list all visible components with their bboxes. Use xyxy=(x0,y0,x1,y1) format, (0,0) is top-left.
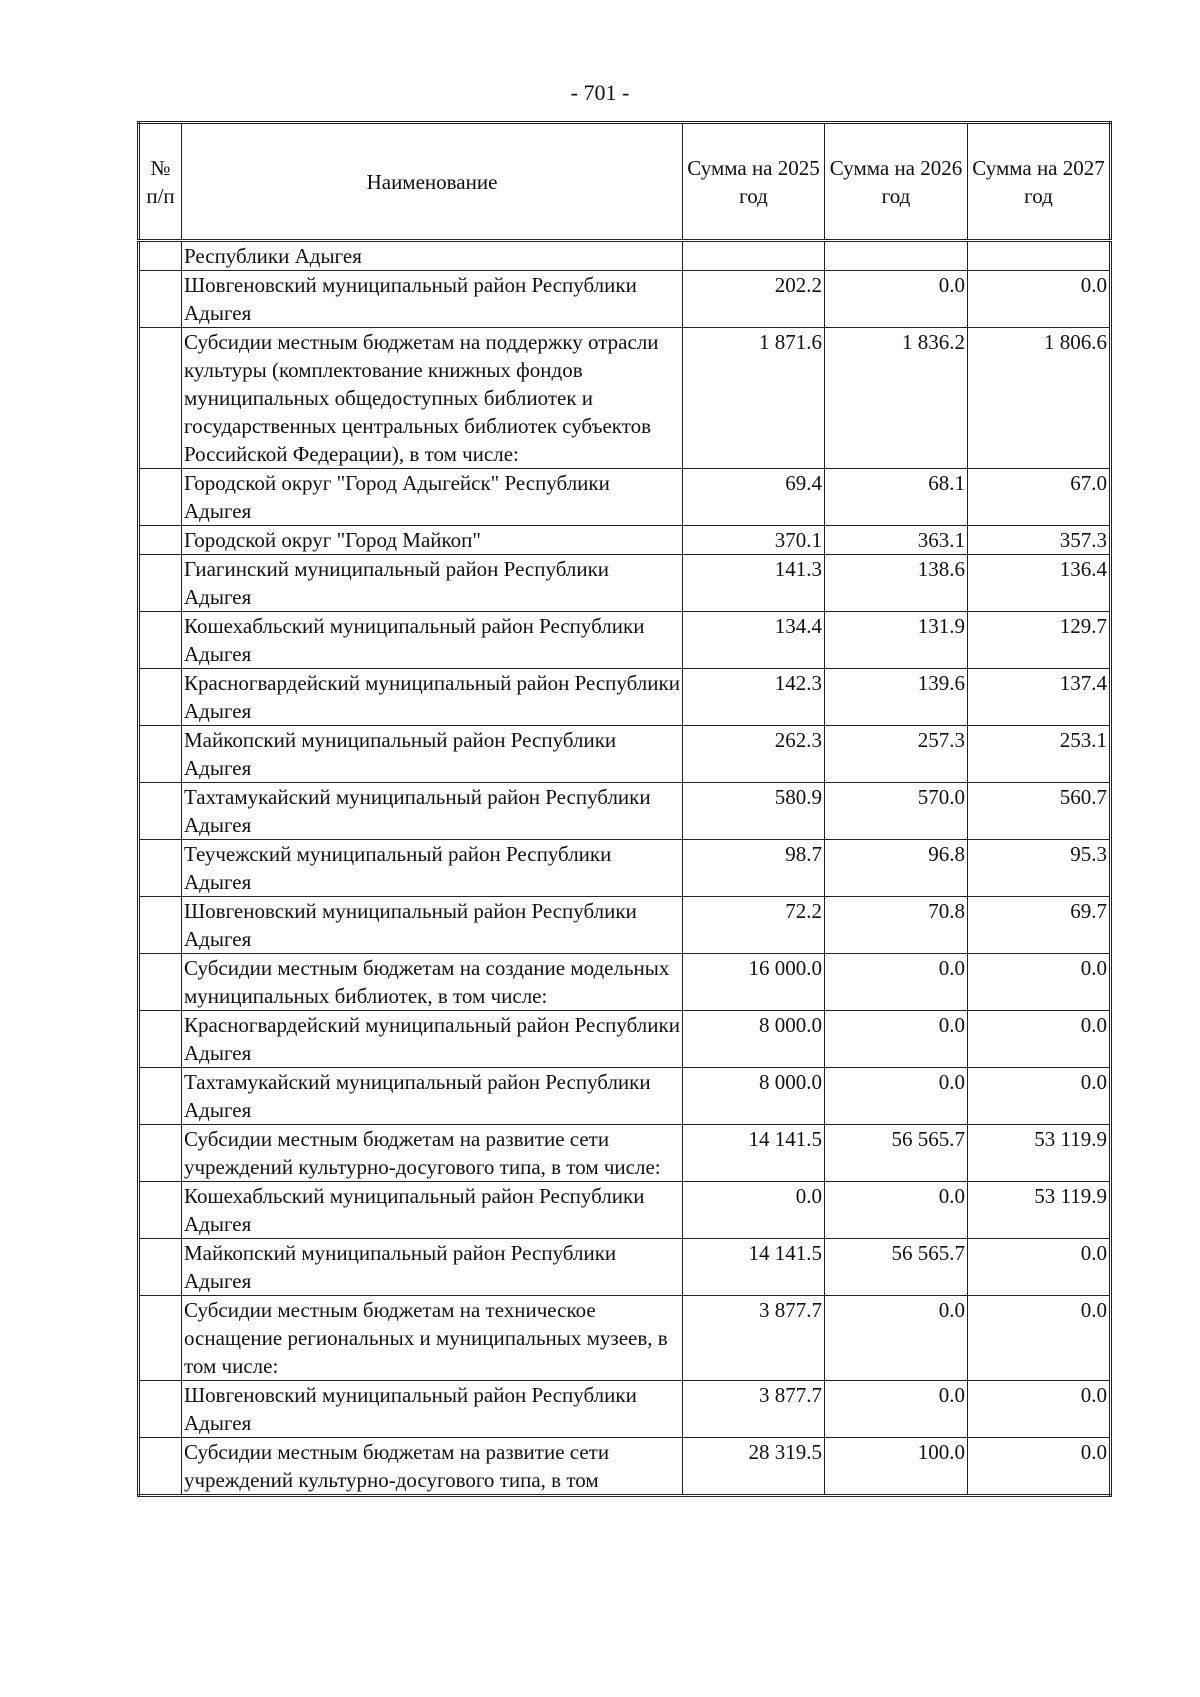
row-2025-cell xyxy=(683,241,825,271)
row-name-cell: Кошехабльский муниципальный район Республики Адыгея xyxy=(182,1182,683,1239)
table-row xyxy=(139,555,1111,612)
row-2027-cell: 0.0 xyxy=(968,1381,1111,1438)
table-row xyxy=(139,897,1111,954)
row-2025-cell: 580.9 xyxy=(683,783,825,840)
row-2025-cell: 14 141.5 xyxy=(683,1125,825,1182)
table-row xyxy=(139,328,1111,469)
row-2027-cell: 0.0 xyxy=(968,1011,1111,1068)
row-name-cell: Шовгеновский муниципальный район Республики Адыгея xyxy=(182,271,683,328)
table-row xyxy=(139,1438,1111,1496)
row-2026-cell: 0.0 xyxy=(825,1182,968,1239)
row-2025-cell: 142.3 xyxy=(683,669,825,726)
row-2026-cell: 0.0 xyxy=(825,271,968,328)
header-2025: Сумма на 2025 год xyxy=(683,123,825,241)
row-name-cell: Майкопский муниципальный район Республики Адыгея xyxy=(182,726,683,783)
row-number-cell xyxy=(139,726,182,783)
row-name-cell: Кошехабльский муниципальный район Республики Адыгея xyxy=(182,612,683,669)
row-name-cell: Шовгеновский муниципальный район Республики Адыгея xyxy=(182,897,683,954)
row-2027-cell: 0.0 xyxy=(968,1438,1111,1496)
row-name-cell: Городской округ "Город Адыгейск" Республики Адыгея xyxy=(182,469,683,526)
table-row xyxy=(139,241,1111,271)
row-2026-cell: 139.6 xyxy=(825,669,968,726)
row-name-cell: Субсидии местным бюджетам на создание модельных муниципальных библиотек, в том числе: xyxy=(182,954,683,1011)
row-2025-cell: 370.1 xyxy=(683,526,825,555)
table-row xyxy=(139,1068,1111,1125)
row-2027-cell: 137.4 xyxy=(968,669,1111,726)
row-2027-cell: 53 119.9 xyxy=(968,1182,1111,1239)
row-2027-cell xyxy=(968,241,1111,271)
row-2026-cell: 0.0 xyxy=(825,1381,968,1438)
row-2027-cell: 0.0 xyxy=(968,271,1111,328)
row-name-cell: Гиагинский муниципальный район Республики Адыгея xyxy=(182,555,683,612)
header-2027: Сумма на 2027 год xyxy=(968,123,1111,241)
row-2027-cell: 136.4 xyxy=(968,555,1111,612)
row-2025-cell: 14 141.5 xyxy=(683,1239,825,1296)
row-2026-cell: 0.0 xyxy=(825,1068,968,1125)
row-name-cell: Субсидии местным бюджетам на развитие сети учреждений культурно-досугового типа, в том xyxy=(182,1438,683,1496)
row-2027-cell: 1 806.6 xyxy=(968,328,1111,469)
row-2026-cell: 570.0 xyxy=(825,783,968,840)
row-number-cell xyxy=(139,555,182,612)
row-2026-cell xyxy=(825,241,968,271)
row-number-cell xyxy=(139,783,182,840)
row-2025-cell: 262.3 xyxy=(683,726,825,783)
row-2025-cell: 141.3 xyxy=(683,555,825,612)
row-2026-cell: 0.0 xyxy=(825,954,968,1011)
row-2026-cell: 56 565.7 xyxy=(825,1125,968,1182)
row-2025-cell: 69.4 xyxy=(683,469,825,526)
row-2027-cell: 53 119.9 xyxy=(968,1125,1111,1182)
row-2026-cell: 138.6 xyxy=(825,555,968,612)
table-body xyxy=(139,241,1111,1496)
header-2026: Сумма на 2026 год xyxy=(825,123,968,241)
header-num: № п/п xyxy=(139,123,182,241)
row-number-cell xyxy=(139,328,182,469)
row-2025-cell: 8 000.0 xyxy=(683,1011,825,1068)
table-row xyxy=(139,783,1111,840)
row-2026-cell: 70.8 xyxy=(825,897,968,954)
row-2027-cell: 129.7 xyxy=(968,612,1111,669)
row-2026-cell: 56 565.7 xyxy=(825,1239,968,1296)
table-row xyxy=(139,1125,1111,1182)
table-row xyxy=(139,726,1111,783)
table-row xyxy=(139,469,1111,526)
row-number-cell xyxy=(139,840,182,897)
row-2025-cell: 98.7 xyxy=(683,840,825,897)
table-row xyxy=(139,840,1111,897)
row-number-cell xyxy=(139,1011,182,1068)
row-2027-cell: 95.3 xyxy=(968,840,1111,897)
row-name-cell: Тахтамукайский муниципальный район Республики Адыгея xyxy=(182,783,683,840)
row-name-cell: Субсидии местным бюджетам на техническое оснащение региональных и муниципальных музеев, в том числе: xyxy=(182,1296,683,1381)
row-name-cell: Тахтамукайский муниципальный район Республики Адыгея xyxy=(182,1068,683,1125)
row-2026-cell: 1 836.2 xyxy=(825,328,968,469)
table-row xyxy=(139,1296,1111,1381)
row-name-cell: Городской округ "Город Майкоп" xyxy=(182,526,683,555)
row-2027-cell: 253.1 xyxy=(968,726,1111,783)
row-number-cell xyxy=(139,897,182,954)
row-2027-cell: 0.0 xyxy=(968,1068,1111,1125)
row-number-cell xyxy=(139,1068,182,1125)
row-name-cell: Шовгеновский муниципальный район Республики Адыгея xyxy=(182,1381,683,1438)
row-2025-cell: 8 000.0 xyxy=(683,1068,825,1125)
header-name: Наименование xyxy=(182,123,683,241)
table-row xyxy=(139,1011,1111,1068)
row-2027-cell: 0.0 xyxy=(968,954,1111,1011)
table-row xyxy=(139,1239,1111,1296)
row-number-cell xyxy=(139,669,182,726)
row-number-cell xyxy=(139,526,182,555)
table-row xyxy=(139,271,1111,328)
row-2026-cell: 0.0 xyxy=(825,1011,968,1068)
page-number: - 701 - xyxy=(570,80,630,105)
row-2027-cell: 560.7 xyxy=(968,783,1111,840)
row-2026-cell: 131.9 xyxy=(825,612,968,669)
row-2025-cell: 16 000.0 xyxy=(683,954,825,1011)
row-2025-cell: 3 877.7 xyxy=(683,1296,825,1381)
row-2026-cell: 96.8 xyxy=(825,840,968,897)
table-row xyxy=(139,1381,1111,1438)
row-number-cell xyxy=(139,241,182,271)
row-name-cell: Субсидии местным бюджетам на развитие сети учреждений культурно-досугового типа, в том числе: xyxy=(182,1125,683,1182)
row-2025-cell: 28 319.5 xyxy=(683,1438,825,1496)
row-2027-cell: 0.0 xyxy=(968,1239,1111,1296)
row-2025-cell: 0.0 xyxy=(683,1182,825,1239)
budget-table xyxy=(137,121,1112,1497)
row-2026-cell: 257.3 xyxy=(825,726,968,783)
row-2026-cell: 68.1 xyxy=(825,469,968,526)
row-number-cell xyxy=(139,1125,182,1182)
row-name-cell: Теучежский муниципальный район Республики Адыгея xyxy=(182,840,683,897)
row-name-cell: Республики Адыгея xyxy=(182,241,683,271)
row-2027-cell: 0.0 xyxy=(968,1296,1111,1381)
row-number-cell xyxy=(139,271,182,328)
row-2027-cell: 67.0 xyxy=(968,469,1111,526)
table-row xyxy=(139,612,1111,669)
table-row xyxy=(139,526,1111,555)
row-2027-cell: 357.3 xyxy=(968,526,1111,555)
row-2025-cell: 3 877.7 xyxy=(683,1381,825,1438)
row-2026-cell: 0.0 xyxy=(825,1296,968,1381)
row-number-cell xyxy=(139,1438,182,1496)
row-2025-cell: 72.2 xyxy=(683,897,825,954)
row-number-cell xyxy=(139,612,182,669)
row-number-cell xyxy=(139,469,182,526)
row-name-cell: Красногвардейский муниципальный район Республики Адыгея xyxy=(182,1011,683,1068)
row-number-cell xyxy=(139,1182,182,1239)
row-2025-cell: 202.2 xyxy=(683,271,825,328)
row-name-cell: Красногвардейский муниципальный район Республики Адыгея xyxy=(182,669,683,726)
table-row xyxy=(139,1182,1111,1239)
row-name-cell: Майкопский муниципальный район Республики Адыгея xyxy=(182,1239,683,1296)
row-2025-cell: 134.4 xyxy=(683,612,825,669)
row-number-cell xyxy=(139,1239,182,1296)
row-name-cell: Субсидии местным бюджетам на поддержку отрасли культуры (комплектование книжных фондов муниципальных общедоступных библиотек и государственных центральных библиотек субъектов Российской Федерации), в том числе: xyxy=(182,328,683,469)
row-number-cell xyxy=(139,1296,182,1381)
table-row xyxy=(139,669,1111,726)
row-2025-cell: 1 871.6 xyxy=(683,328,825,469)
table-row xyxy=(139,954,1111,1011)
row-2026-cell: 100.0 xyxy=(825,1438,968,1496)
row-2027-cell: 69.7 xyxy=(968,897,1111,954)
row-number-cell xyxy=(139,954,182,1011)
table-header-row xyxy=(139,123,1111,241)
row-2026-cell: 363.1 xyxy=(825,526,968,555)
row-number-cell xyxy=(139,1381,182,1438)
